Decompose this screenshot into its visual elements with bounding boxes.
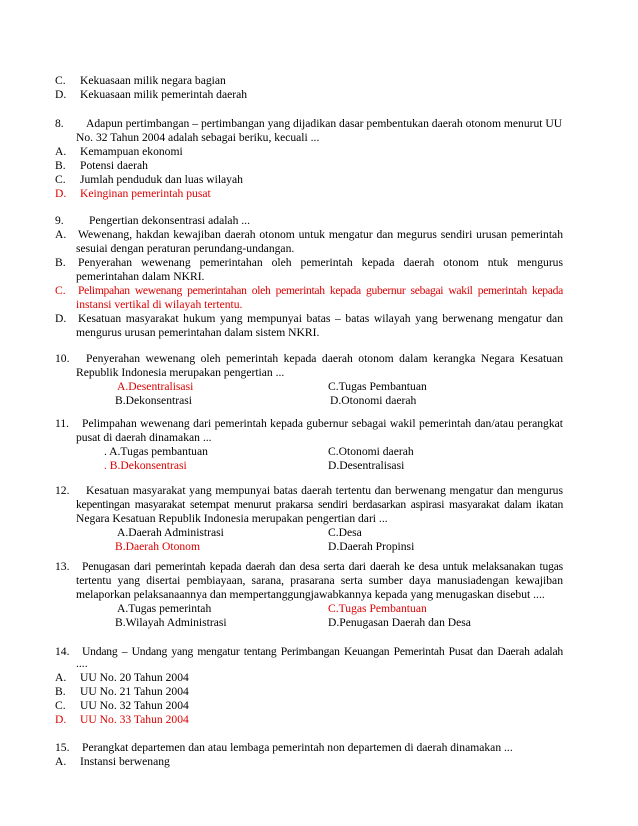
question-number: 12. (55, 484, 70, 497)
option-text: Kekuasaan milik negara bagian (80, 74, 226, 87)
question-number: 8. (55, 117, 64, 130)
option-a: . A.Tugas pembantuan (104, 445, 208, 458)
option-text: Instansi berwenang (80, 755, 170, 768)
option-text: UU No. 33 Tahun 2004 (80, 713, 189, 726)
option-a-answer: A.Desentralisasi (117, 380, 194, 393)
option-marker: B. (55, 256, 66, 269)
question-text: Undang – Undang yang mengatur tentang Perimbangan Keuangan Pemerintah Pusat dan Daerah adalah (82, 645, 563, 658)
question-text: Negara Kesatuan Republik Indonesia merupakan pengertian dari ... (76, 512, 388, 525)
option-text: Jumlah penduduk dan luas wilayah (80, 173, 243, 186)
question-text: tertentu yang disertai pembiayaan, sarana, prasarana serta sumber daya manusiadengan kewajiban (76, 574, 563, 587)
option-marker: C. (55, 284, 66, 297)
option-b-answer: B.Daerah Otonom (115, 540, 201, 553)
option-a: A.Daerah Administrasi (117, 526, 224, 539)
option-text: UU No. 32 Tahun 2004 (80, 699, 189, 712)
option-b: B.Dekonsentrasi (115, 394, 192, 407)
option-c: C.Otonomi daerah (328, 445, 414, 458)
question-text: Kesatuan masyarakat yang mempunyai batas daerah tertentu dan berwenang mengatur dan mengurus (86, 484, 563, 497)
option-text: Wewenang, hakdan kewajiban daerah otonom untuk mengatur dan megurus sendiri urusan pemerintah (78, 228, 563, 241)
question-number: 15. (55, 741, 70, 754)
option-marker: C. (55, 173, 66, 186)
option-marker: A. (55, 755, 67, 768)
option-text: sesuiai dengan peraturan perundang-undangan. (76, 242, 295, 255)
option-c: C.Desa (328, 526, 362, 539)
question-number: 13. (55, 560, 70, 573)
option-text: Potensi daerah (80, 159, 148, 172)
question-text: melaporkan pelaksanaannya dan mempertanggungjawabkannya kepada yang menugaskan disebut .... (76, 588, 545, 601)
question-text: Republik Indonesia merupakan pengertian ... (76, 366, 285, 379)
option-text: instansi vertikal di wilayah tertentu. (76, 298, 243, 311)
option-marker: A. (55, 671, 67, 684)
question-number: 9. (55, 214, 64, 227)
option-c: C.Tugas Pembantuan (328, 380, 427, 393)
question-text: pusat di daerah dinamakan ... (76, 431, 212, 444)
option-text: Kemampuan ekonomi (80, 145, 183, 158)
option-marker: D. (55, 713, 67, 726)
option-text: Penyerahan wewenang pemerintahan oleh pemerintah kepada daerah otonom ntuk mengurus (78, 256, 563, 269)
option-a: A.Tugas pemerintah (117, 602, 212, 615)
question-number: 11. (55, 417, 70, 430)
question-number: 10. (55, 352, 70, 365)
option-text: Pelimpahan wewenang pemerintahan oleh pemerintah kepada gubernur sebagai wakil pemerintah kepada (78, 284, 563, 297)
question-text: Perangkat departemen dan atau lembaga pemerintah non departemen di daerah dinamakan ... (82, 741, 513, 754)
question-text: Penugasan dari pemerintah kepada daerah dan desa serta dari daerah ke desa untuk melaksanakan tugas (82, 560, 563, 573)
option-marker: B. (55, 685, 66, 698)
question-number: 14. (55, 645, 70, 658)
option-b: B.Wilayah Administrasi (115, 616, 227, 629)
question-text: Adapun pertimbangan – pertimbangan yang dijadikan dasar pembentukan daerah otonom menurut UU (86, 117, 563, 130)
question-text: Penyerahan wewenang oleh pemerintah kepada daerah otonom dalam kerangka Negara Kesatuan (86, 352, 563, 365)
option-text: pemerintahan dalam NKRI. (76, 270, 205, 283)
option-text: Keinginan pemerintah pusat (80, 187, 211, 200)
option-d: D.Otonomi daerah (330, 394, 417, 407)
option-text: mengurus urusan pemerintahan dalam sistem NKRI. (76, 326, 320, 339)
question-text: No. 32 Tahun 2004 adalah sebagai beriku, kecuali ... (76, 131, 320, 144)
option-marker: D. (55, 312, 67, 325)
option-d: D.Daerah Propinsi (328, 540, 415, 553)
option-marker: C. (55, 74, 66, 87)
option-c-answer: C.Tugas Pembantuan (328, 602, 427, 615)
option-d: D.Penugasan Daerah dan Desa (328, 616, 471, 629)
question-text: Pelimpahan wewenang dari pemerintah kepada gubernur sebagai wakil pemerintah dan/atau perangkat (82, 417, 563, 430)
question-text: Pengertian dekonsentrasi adalah ... (89, 214, 250, 227)
option-marker: D. (55, 187, 67, 200)
option-b-answer: . B.Dekonsentrasi (104, 459, 187, 472)
option-marker: C. (55, 699, 66, 712)
question-text: kepentingan masyarakat setempat menurut prakarsa sendiri berdasarkan aspirasi masyarakat dalam ikatan (76, 498, 563, 511)
option-marker: B. (55, 159, 66, 172)
option-text: UU No. 20 Tahun 2004 (80, 671, 189, 684)
option-marker: D. (55, 88, 67, 101)
option-text: Kesatuan masyarakat hukum yang mempunyai batas – batas wilayah yang berwenang mengatur dan (78, 312, 563, 325)
option-text: Kekuasaan milik pemerintah daerah (80, 88, 248, 101)
question-text: .... (76, 657, 88, 670)
option-marker: A. (55, 145, 67, 158)
option-text: UU No. 21 Tahun 2004 (80, 685, 189, 698)
option-d: D.Desentralisasi (328, 459, 405, 472)
option-marker: A. (55, 228, 67, 241)
